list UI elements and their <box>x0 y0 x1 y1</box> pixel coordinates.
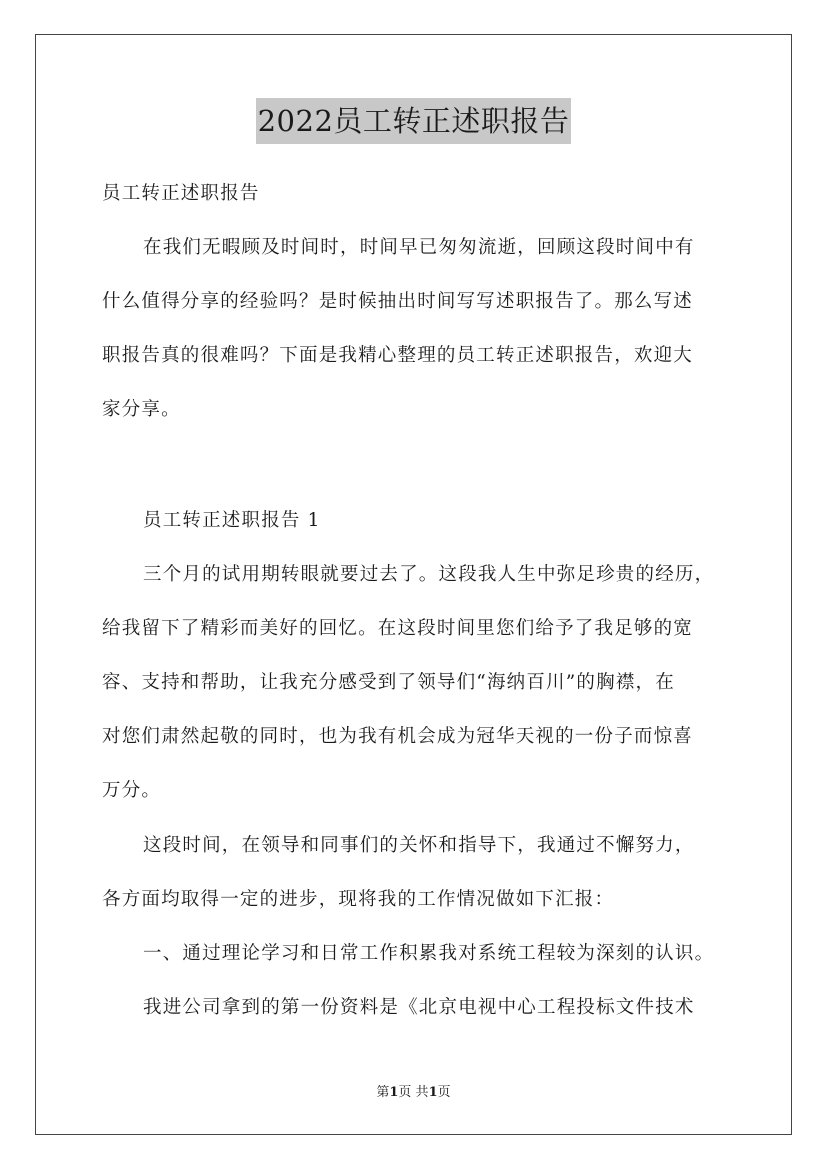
document-title: 2022员工转正述职报告 <box>256 98 572 144</box>
footer-page-suffix: 页 <box>437 1085 451 1100</box>
footer-page-prefix: 第 <box>376 1085 390 1100</box>
para2-line: 各方面均取得一定的进步，现将我的工作情况做如下汇报： <box>102 889 615 910</box>
intro-line: 在我们无暇顾及时间时，时间早已匆匆流逝，回顾这段时间中有 <box>143 237 695 258</box>
para4-line: 我进公司拿到的第一份资料是《北京电视中心工程投标文件技术 <box>143 997 695 1018</box>
para1-line: 给我留下了精彩而美好的回忆。在这段时间里您们给予了我足够的宽 <box>102 618 694 639</box>
intro-line: 什么值得分享的经验吗？是时候抽出时间写写述职报告了。那么写述 <box>102 291 694 312</box>
para1-line: 万分。 <box>102 780 162 801</box>
section-heading: 员工转正述职报告 1 <box>143 510 321 531</box>
intro-line: 职报告真的很难吗？下面是我精心整理的员工转正述职报告，欢迎大 <box>102 345 694 366</box>
document-subtitle: 员工转正述职报告 <box>102 183 260 204</box>
page-footer <box>0 1083 827 1103</box>
para1-line: 对您们肃然起敬的同时，也为我有机会成为冠华天视的一份子而惊喜 <box>102 726 694 747</box>
title-wrap <box>0 98 827 144</box>
footer-page-current: 1 <box>389 1085 399 1100</box>
para1-line: 三个月的试用期转眼就要过去了。这段我人生中弥足珍贵的经历， <box>143 564 715 585</box>
intro-line: 家分享。 <box>102 399 181 420</box>
para1-line: 容、支持和帮助，让我充分感受到了领导们“海纳百川”的胸襟，在 <box>102 672 675 693</box>
para2-line: 这段时间，在领导和同事们的关怀和指导下，我通过不懈努力， <box>143 835 695 856</box>
para3-line: 一、通过理论学习和日常工作积累我对系统工程较为深刻的认识。 <box>143 943 715 964</box>
footer-page-mid: 页 共 <box>398 1085 429 1100</box>
footer-page-total: 1 <box>428 1085 438 1100</box>
